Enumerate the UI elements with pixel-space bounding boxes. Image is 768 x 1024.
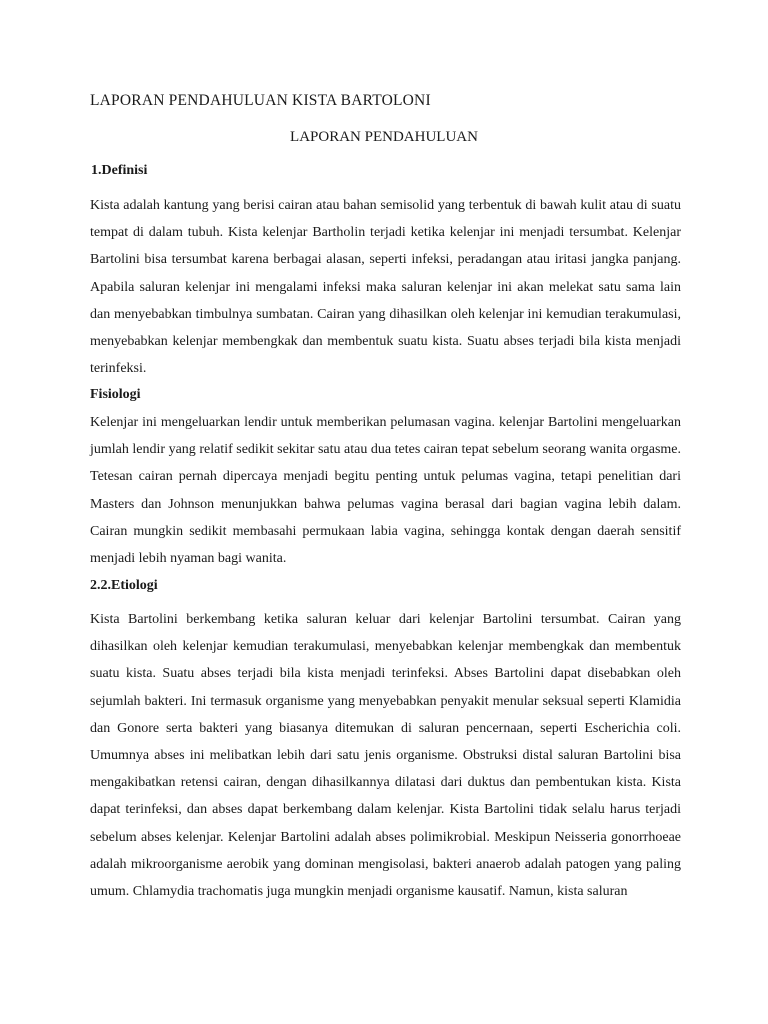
- subtitle-text: LAPORAN PENDAHULUAN: [290, 129, 478, 145]
- section-text-definisi: Kista adalah kantung yang berisi cairan atau bahan semisolid yang terbentuk di bawah kulit atau di suatu tempat di dalam tubuh. Kista kelenjar Bartholin terjadi ketika kelenjar ini menjadi tersumbat. Kelenjar Bartolini bisa tersumbat karena berbagai alasan, seperti infeksi, peradangan atau iritasi jangka panjang. Apabila saluran kelenjar ini mengalami infeksi maka saluran kelenjar ini akan melekat satu sama lain dan menyebabkan timbulnya sumbatan. Cairan yang dihasilkan oleh kelenjar ini kemudian terakumulasi, menyebabkan kelenjar membengkak dan membentuk suatu kista. Suatu abses terjadi bila kista menjadi terinfeksi.: [90, 198, 681, 377]
- document-title: LAPORAN PENDAHULUAN KISTA BARTOLONI: [90, 92, 431, 109]
- section-text-fisiologi: Kelenjar ini mengeluarkan lendir untuk memberikan pelumasan vagina. kelenjar Bartolini mengeluarkan jumlah lendir yang relatif sedikit sekitar satu atau dua tetes cairan tepat sebelum seorang wanita orgasme. Tetesan cairan pernah dipercaya menjadi begitu penting untuk pelumas vagina, tetapi penelitian dari Masters dan Johnson menunjukkan bahwa pelumas vagina berasal dari bagian vagina lebih dalam. Cairan mungkin sedikit membasahi permukaan labia vagina, sehingga kontak dengan daerah sensitif menjadi lebih nyaman bagi wanita.: [90, 415, 681, 567]
- section-text-etiologi: Kista Bartolini berkembang ketika saluran keluar dari kelenjar Bartolini tersumbat. Cairan yang dihasilkan oleh kelenjar kemudian terakumulasi, menyebabkan kelenjar membengkak dan membentuk suatu kista. Suatu abses terjadi bila kista menjadi terinfeksi. Abses Bartolini dapat disebabkan oleh sejumlah bakteri. Ini termasuk organisme yang menyebabkan penyakit menular seksual seperti Klamidia dan Gonore serta bakteri yang biasanya ditemukan di saluran pencernaan, seperti Escherichia coli. Umumnya abses ini melibatkan lebih dari satu jenis organisme. Obstruksi distal saluran Bartolini bisa mengakibatkan retensi cairan, dengan dihasilkannya dilatasi dari duktus dan pembentukan kista. Kista dapat terinfeksi, dan abses dapat berkembang dalam kelenjar. Kista Bartolini tidak selalu harus terjadi sebelum abses kelenjar. Kelenjar Bartolini adalah abses polimikrobial. Meskipun Neisseria gonorrhoeae adalah mikroorganisme aerobik yang dominan mengisolasi, bakteri anaerob adalah patogen yang paling umum. Chlamydia trachomatis juga mungkin menjadi organisme kausatif. Namun, kista saluran: [90, 612, 681, 900]
- document-subtitle: [0, 129, 768, 146]
- section-heading-definisi: 1.Definisi: [91, 163, 148, 178]
- section-heading-etiologi: 2.2.Etiologi: [90, 578, 158, 593]
- section-heading-fisiologi: Fisiologi: [90, 387, 141, 402]
